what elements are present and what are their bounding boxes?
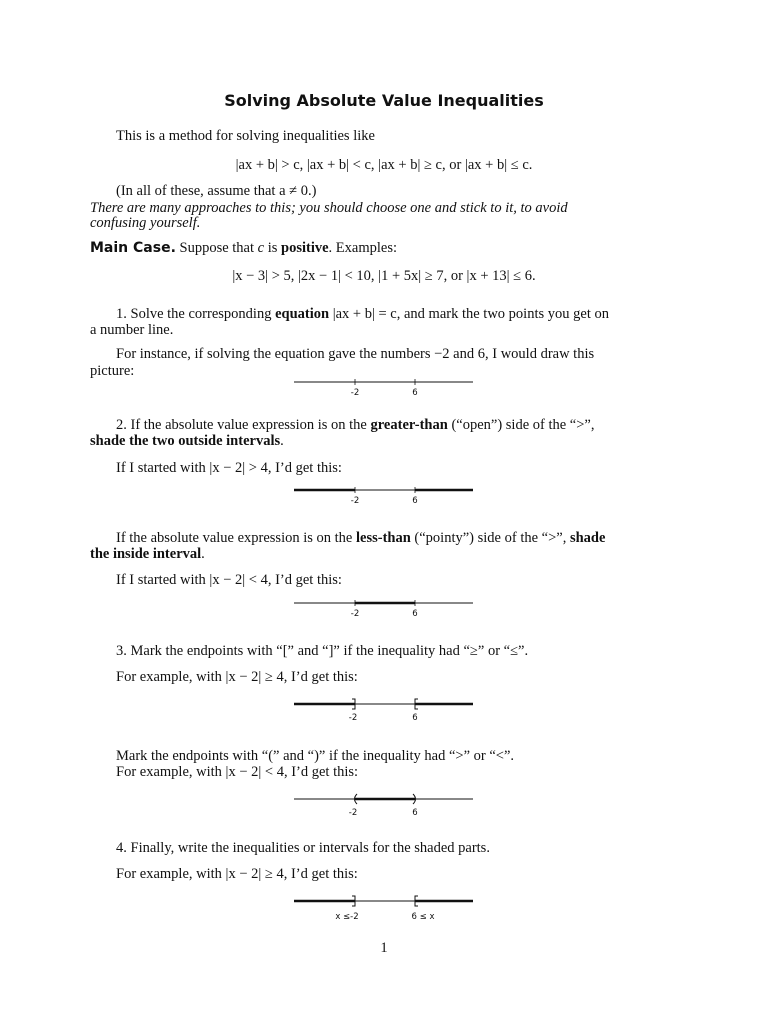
step4-text: 4. Finally, write the inequalities or intervals for the shaded parts. [116, 840, 490, 856]
step3-example: For example, with |x − 2| ≥ 4, I’d get this: [116, 669, 358, 685]
step2-bold1: greater-than [370, 417, 448, 433]
step2-example: If I started with |x − 2| > 4, I’d get this: [116, 460, 342, 476]
main-case-var: c [257, 240, 265, 256]
number-line-plain [290, 374, 480, 400]
main-case-text-post: . Examples: [328, 240, 398, 256]
label-minus2: -2 [350, 388, 360, 398]
step3-text: 3. Mark the endpoints with “[” and “]” if the inequality had “≥” or “≤”. [116, 643, 529, 659]
intro-line: This is a method for solving inequalities like [116, 128, 375, 144]
step4-example: For example, with |x − 2| ≥ 4, I’d get this: [116, 866, 358, 882]
main-case-examples: |x − 3| > 5, |2x − 1| < 10, |1 + 5x| ≥ 7, or |x + 13| ≤ 6. [232, 268, 536, 284]
step1-instance-line1: For instance, if solving the equation gave the numbers −2 and 6, I would draw this [116, 346, 595, 362]
main-case-positive: positive [281, 240, 329, 256]
step1-bold: equation [275, 306, 330, 322]
label-minus2: -2 [348, 808, 358, 818]
intro-formula: |ax + b| > c, |ax + b| < c, |ax + b| ≥ c, or |ax + b| ≤ c. [235, 157, 533, 173]
label-minus2: -2 [350, 609, 360, 619]
main-case-paragraph [90, 240, 397, 257]
less-bold: less-than [356, 530, 411, 546]
step1-pre: 1. Solve the corresponding [116, 306, 272, 322]
number-line-inside-shaded [290, 595, 480, 621]
paren-example: For example, with |x − 2| < 4, I’d get this: [116, 764, 359, 780]
main-case-text-is: is [267, 240, 278, 256]
number-line-inequalities [290, 892, 480, 924]
less-bold2b: the inside interval [90, 546, 202, 562]
label-x-le-minus2: x ≤-2 [335, 912, 359, 922]
number-line-brackets [290, 695, 480, 723]
less-end: . [201, 546, 205, 562]
note-line-1: There are many approaches to this; you should choose one and stick to it, to avoid [90, 200, 568, 216]
step2-line2 [90, 433, 284, 450]
number-line-outside-shaded [290, 482, 480, 508]
step2-pre: 2. If the absolute value expression is on the [116, 417, 367, 433]
number-line-parens [290, 790, 480, 818]
page-number: 1 [380, 940, 388, 956]
step1-post: |ax + b| = c, and mark the two points you get on [332, 306, 609, 322]
label-6: 6 [412, 496, 418, 506]
step2-bold2: shade the two outside intervals [90, 433, 281, 449]
label-6: 6 [412, 609, 418, 619]
paren-text: Mark the endpoints with “(” and “)” if the inequality had “>” or “<”. [116, 748, 515, 764]
label-6: 6 [412, 388, 418, 398]
label-6: 6 [412, 808, 418, 818]
page-title: Solving Absolute Value Inequalities [224, 91, 544, 110]
less-bold2a: shade [569, 530, 606, 546]
step2-mid: (“open”) side of the “>”, [451, 417, 595, 433]
less-mid: (“pointy”) side of the “>”, [414, 530, 567, 546]
less-than-line2 [90, 546, 205, 563]
step1-line1 [116, 306, 609, 323]
less-pre: If the absolute value expression is on the [116, 530, 353, 546]
less-example: If I started with |x − 2| < 4, I’d get this: [116, 572, 342, 588]
label-6: 6 [412, 713, 418, 723]
step2-end: . [280, 433, 284, 449]
step1-line2: a number line. [90, 322, 174, 338]
main-case-text-pre: Suppose that [179, 240, 255, 256]
step2-line1 [116, 417, 594, 434]
step1-instance-line2: picture: [90, 363, 135, 379]
assume-line: (In all of these, assume that a ≠ 0.) [116, 183, 317, 199]
label-minus2: -2 [350, 496, 360, 506]
label-minus2: -2 [348, 713, 358, 723]
less-than-line1 [116, 530, 605, 547]
main-case-heading: Main Case. [90, 240, 176, 256]
label-6-le-x: 6 ≤ x [411, 912, 435, 922]
note-line-2: confusing yourself. [90, 215, 201, 231]
